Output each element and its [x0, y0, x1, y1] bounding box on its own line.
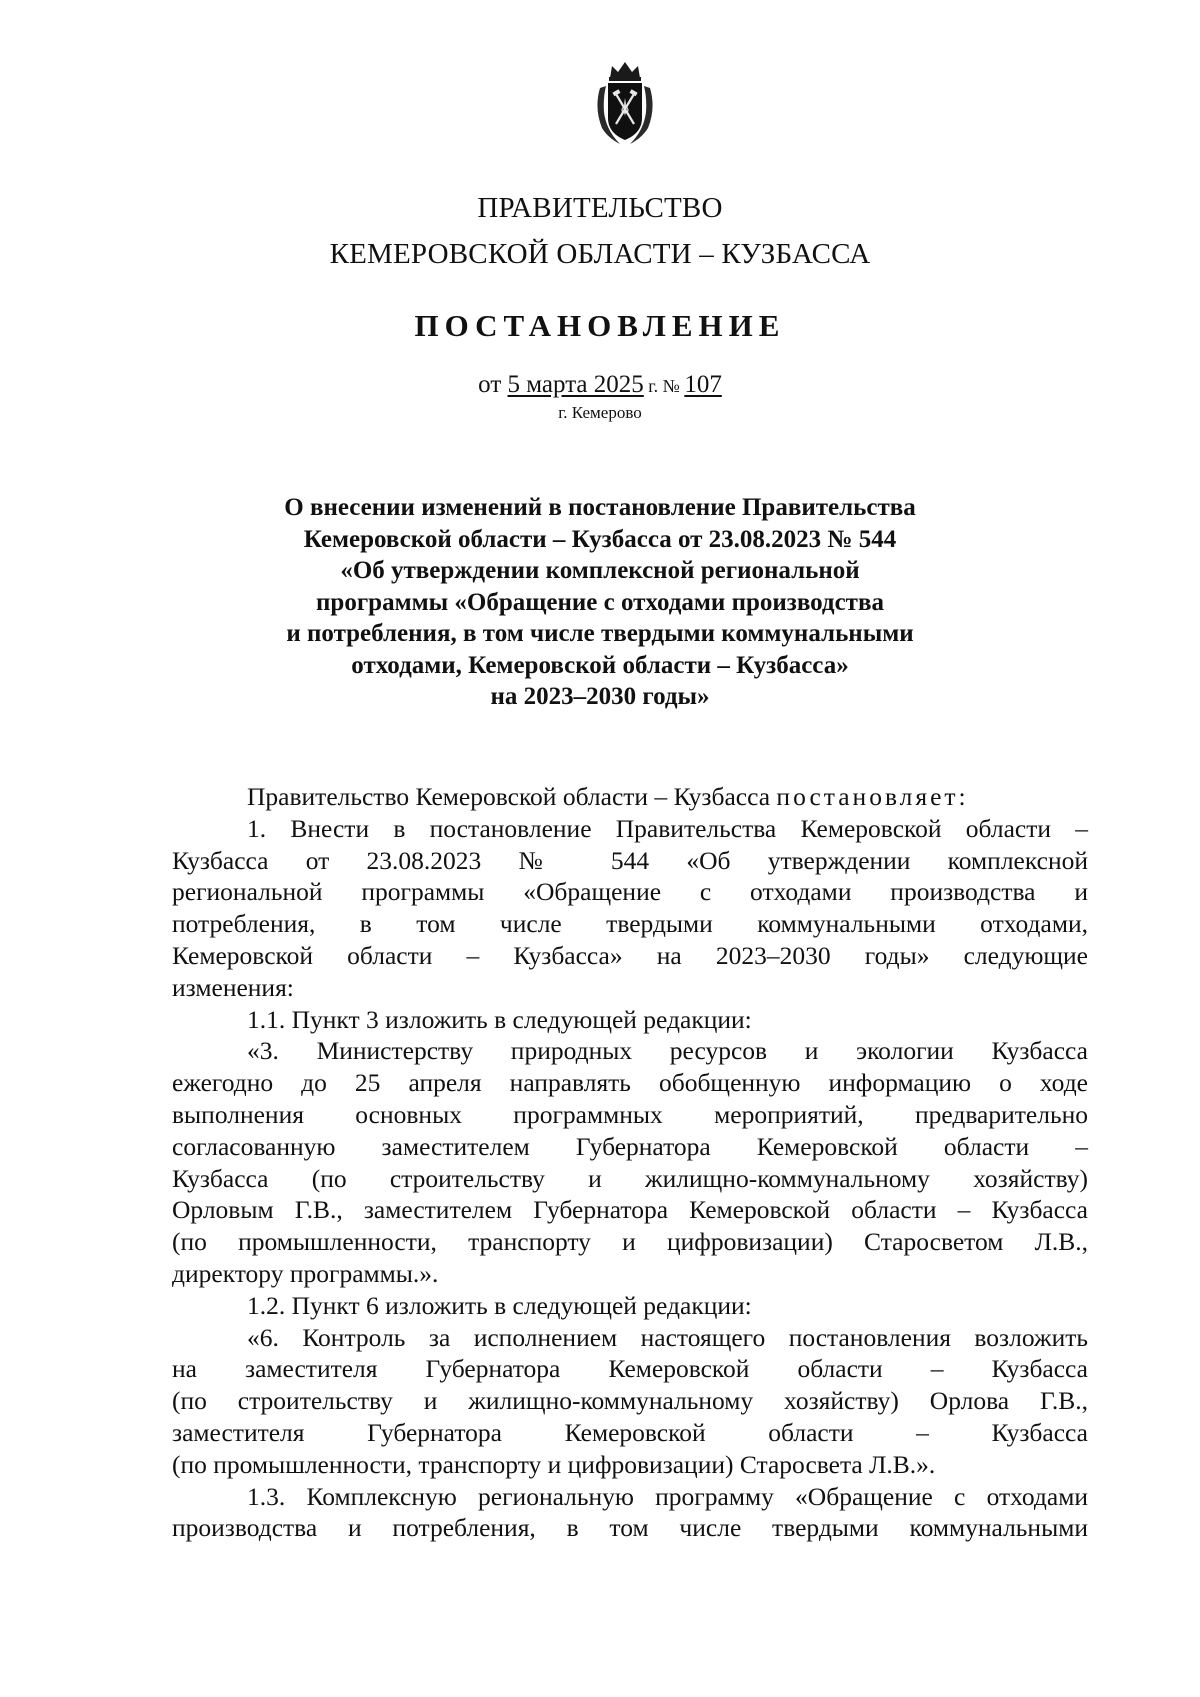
body-line: 1. Внести в постановление Правительства Кемеровской области – — [247, 813, 1088, 843]
body-line: на заместителя Губернатора Кемеровской области – Кузбасса — [172, 1354, 1088, 1384]
body-line: Орловым Г.В., заместителем Губернатора Кемеровской области – Кузбасса — [172, 1195, 1088, 1225]
date-number-line — [0, 370, 1200, 401]
body-line: 1.2. Пункт 6 изложить в следующей редакции: — [247, 1290, 752, 1320]
decree-date: 5 марта 2025 — [507, 371, 644, 398]
government-name-line-2: КЕМЕРОВСКОЙ ОБЛАСТИ – КУЗБАССА — [329, 238, 871, 270]
body-line: ежегодно до 25 апреля направлять обобщенную информацию о ходе — [172, 1068, 1088, 1098]
title-line: отходами, Кемеровской области – Кузбасса» — [351, 651, 849, 679]
intro-resolves-word: постановляет: — [776, 782, 969, 811]
coat-of-arms-emblem — [590, 58, 660, 148]
body-line: 1.1. Пункт 3 изложить в следующей редакции: — [247, 1004, 752, 1034]
title-line: программы «Обращение с отходами производства — [316, 588, 884, 616]
body-line: (по промышленности, транспорту и цифровизации) Старосвета Л.В.». — [172, 1449, 936, 1479]
title-line: «Об утверждении комплексной региональной — [340, 557, 860, 584]
body-line: Кузбасса (по строительству и жилищно-коммунальному хозяйству) — [172, 1163, 1088, 1193]
city-name: г. Кемерово — [558, 403, 642, 422]
body-line: производства и потребления, в том числе твердыми коммунальными — [172, 1513, 1088, 1543]
body-line: заместителя Губернатора Кемеровской области – Кузбасса — [172, 1417, 1088, 1447]
title-line: на 2023–2030 годы» — [490, 683, 710, 710]
body-line: потребления, в том числе твердыми коммунальными отходами, — [172, 909, 1088, 939]
body-line: Кемеровской области – Кузбасса» на 2023–2030 годы» следующие — [172, 940, 1088, 970]
year-suffix: г. — [643, 376, 663, 396]
body-line: Кузбасса от 23.08.2023 № 544 «Об утверждении комплексной — [172, 845, 1088, 875]
decree-title — [0, 492, 1200, 713]
body-line: 1.3. Комплексную региональную программу «Обращение с отходами — [247, 1481, 1088, 1511]
body-line: изменения: — [172, 972, 294, 1002]
body-line: согласованную заместителем Губернатора Кемеровской области – — [172, 1131, 1088, 1161]
title-line: Кемеровской области – Кузбасса от 23.08.2023 № 544 — [303, 525, 897, 553]
date-prefix: от — [478, 371, 508, 398]
intro-text: Правительство Кемеровской области – Кузбасса — [247, 782, 777, 811]
body-line: директору программы.». — [172, 1258, 439, 1288]
decree-number: 107 — [684, 371, 722, 398]
body-line: выполнения основных программных мероприятий, предварительно — [172, 1099, 1088, 1129]
body-line: региональной программы «Обращение с отходами производства и — [172, 877, 1088, 907]
body-line: «3. Министерству природных ресурсов и экологии Кузбасса — [247, 1036, 1088, 1066]
decree-body — [172, 781, 1088, 1544]
number-sign: № — [662, 376, 685, 396]
title-line: и потребления, в том числе твердыми коммунальными — [286, 620, 914, 647]
title-line: О внесении изменений в постановление Правительства — [284, 494, 916, 521]
body-line: (по строительству и жилищно-коммунальному хозяйству) Орлова Г.В., — [172, 1386, 1088, 1416]
government-name-line-1: ПРАВИТЕЛЬСТВО — [477, 192, 723, 224]
body-line: «6. Контроль за исполнением настоящего постановления возложить — [247, 1322, 1088, 1352]
body-line: (по промышленности, транспорту и цифровизации) Старосветом Л.В., — [172, 1227, 1088, 1257]
document-type-heading: ПОСТАНОВЛЕНИЕ — [414, 308, 786, 343]
intro-line — [172, 781, 1088, 813]
